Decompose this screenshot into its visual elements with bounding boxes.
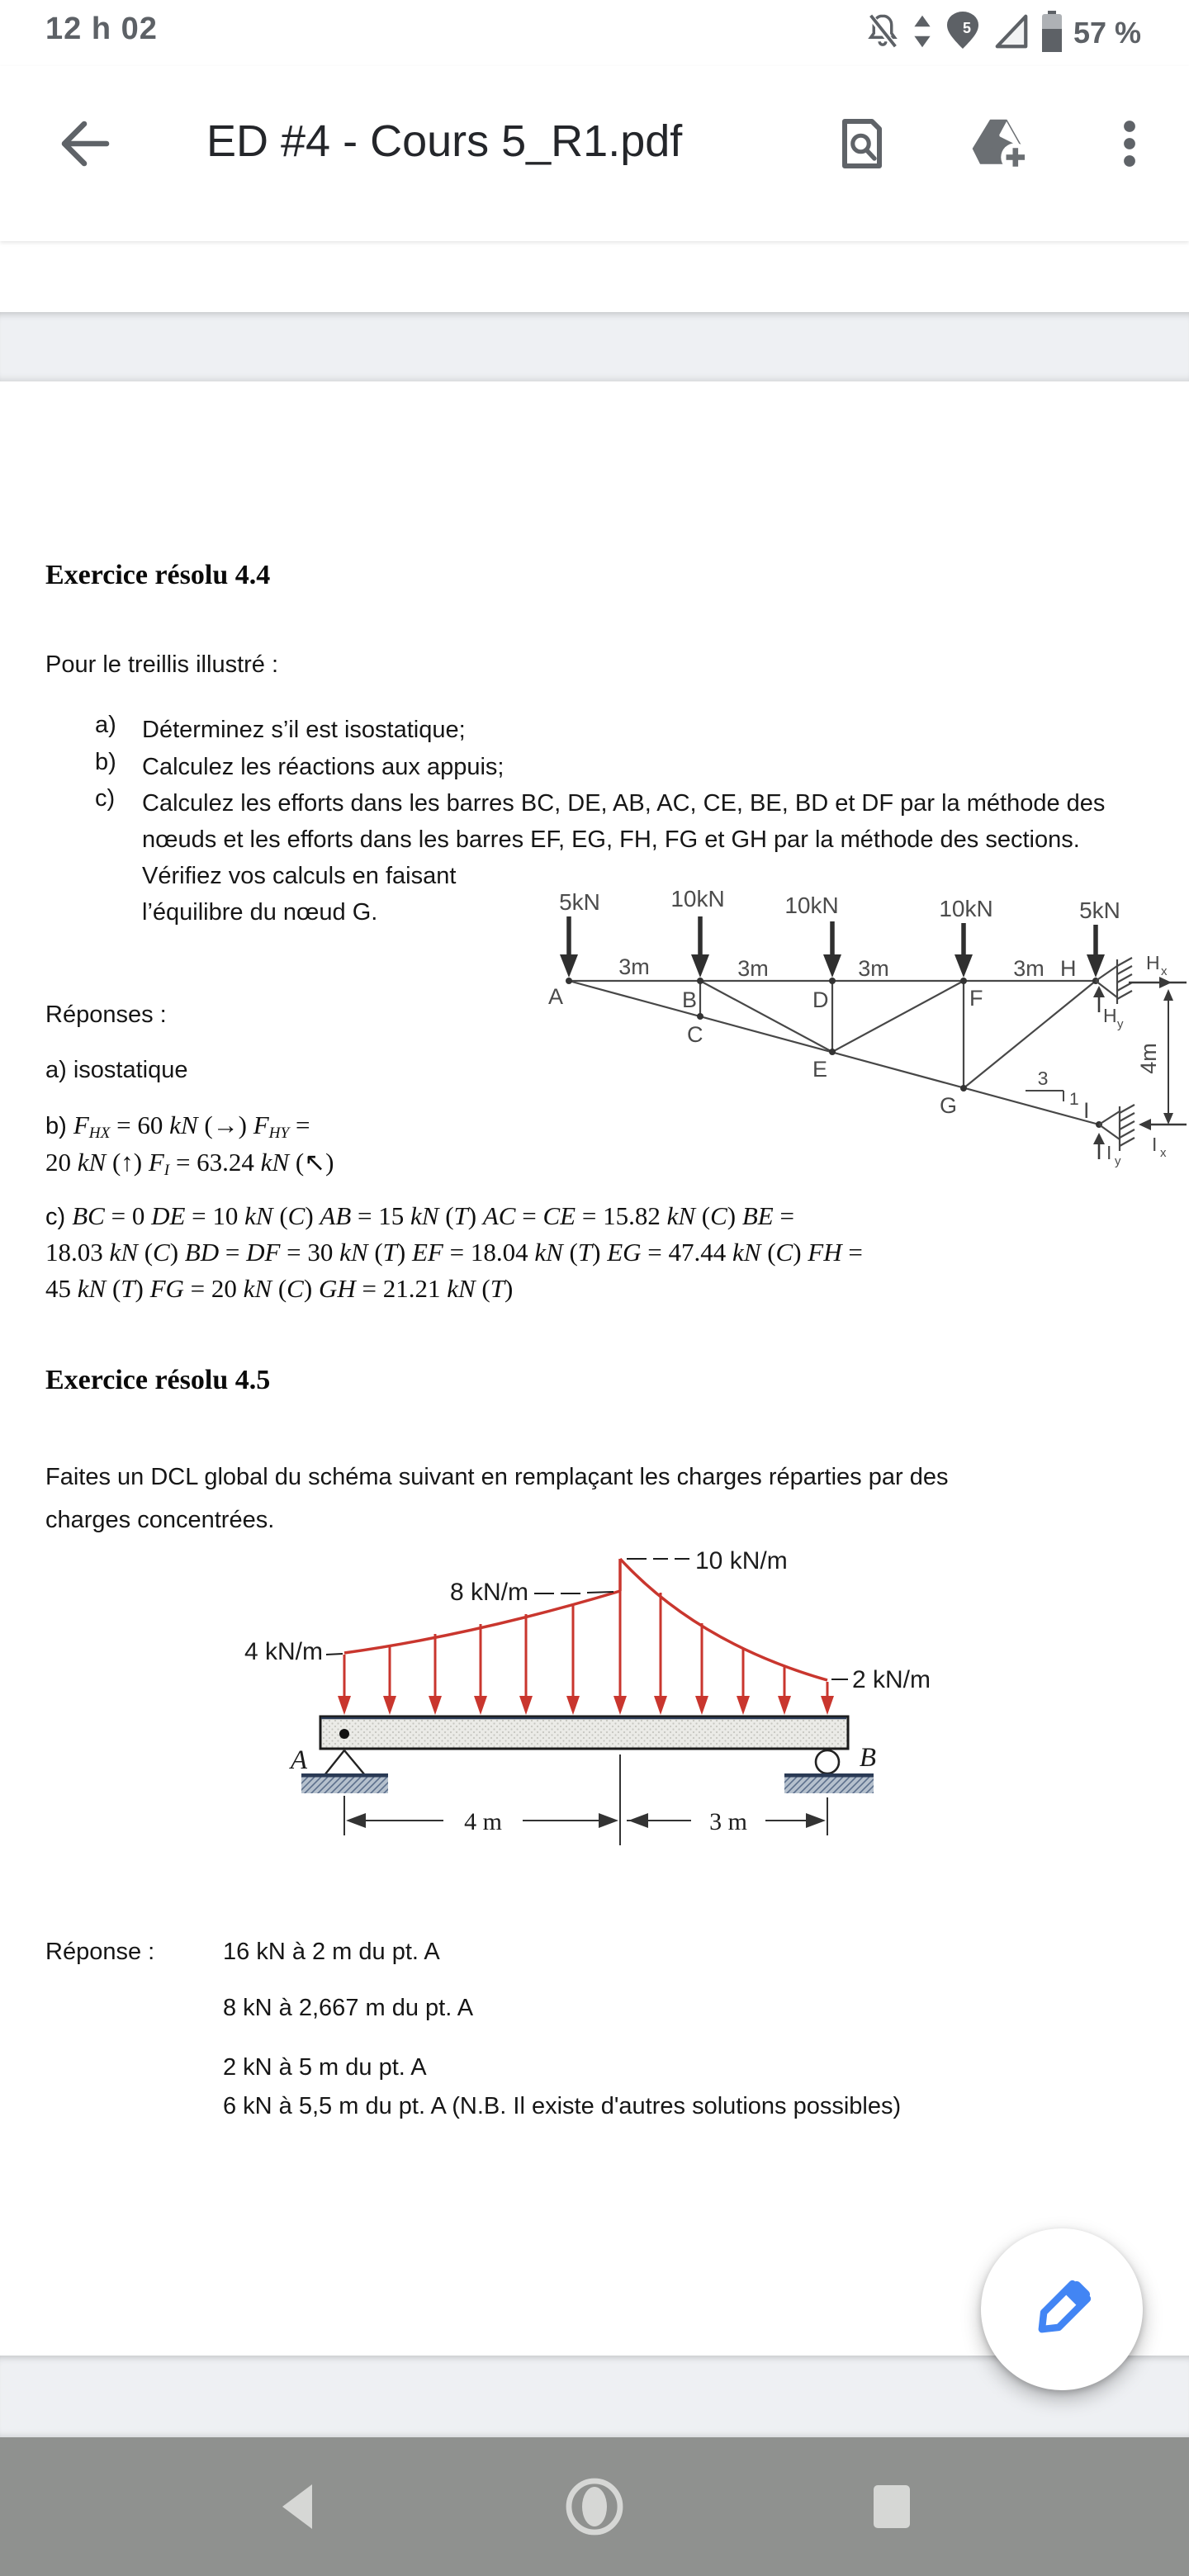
battery-icon [1040,10,1063,57]
reponse-45-line2: 8 kN à 2,667 m du pt. A [223,1995,474,2021]
nav-recents-icon [873,2484,911,2529]
answer-c-line1: c) BC = 0 DE = 10 kN (C) AB = 15 kN (T) AC = CE = 15.82 kN (C) BE = [45,1201,794,1230]
truss-figure [528,874,1189,1204]
beam-dim-left: 4 m [464,1808,502,1835]
navigation-bar [0,2437,1189,2576]
truss-node-e: E [812,1057,828,1082]
truss-span-1: 3m [618,954,650,979]
exercise-44-intro: Pour le treillis illustré : [45,651,279,678]
svg-text:x: x [1160,1146,1167,1160]
beam-load-peak-label: 10 kN/m [695,1547,788,1574]
item-a-label: a) [95,712,116,738]
exercise-44-heading: Exercice résolu 4.4 [45,560,271,590]
item-b-label: b) [95,749,116,775]
truss-slope-run: 3 [1037,1068,1049,1089]
svg-text:y: y [1115,1154,1121,1168]
truss-load-5: 5kN [1079,897,1120,923]
svg-text:x: x [1161,964,1168,978]
nav-back-button[interactable] [215,2437,380,2576]
item-a-text: Déterminez s’il est isostatique; [142,717,466,743]
truss-node-g: G [940,1093,958,1118]
beam-dim-right: 3 m [709,1808,747,1835]
reponse-45-line4: 6 kN à 5,5 m du pt. A (N.B. Il existe d'autres solutions possibles) [223,2093,902,2119]
truss-load-3: 10kN [784,893,839,918]
battery-percent: 57 % [1073,16,1141,50]
beam-support-a-label: A [290,1745,308,1775]
item-c-line3: Vérifiez vos calculs en faisant [142,863,457,889]
cell-signal-empty-icon [992,11,1030,56]
find-in-page-button[interactable] [832,114,892,173]
exercise-45-intro-line2: charges concentrées. [45,1507,275,1533]
exercise-45-heading: Exercice résolu 4.5 [45,1365,271,1395]
truss-node-b: B [682,987,698,1012]
nav-back-icon [281,2484,314,2530]
truss-span-4: 3m [1013,956,1045,981]
item-c-label: c) [95,785,116,812]
truss-slope-rise: 1 [1069,1090,1079,1109]
nav-recents-button[interactable] [809,2437,974,2576]
truss-span-3: 3m [858,956,889,981]
truss-node-i: I [1083,1098,1090,1123]
exercise-45-intro-line1: Faites un DCL global du schéma suivant en remplaçant les charges réparties par des [45,1464,949,1490]
item-c-line1: Calculez les efforts dans les barres BC, DE, AB, AC, CE, BE, BD et DF par la méthode des [142,790,1106,817]
truss-node-a: A [548,984,564,1009]
beam-load-right-label: 2 kN/m [852,1666,931,1693]
data-activity-icon [912,11,933,56]
pdf-page[interactable] [0,381,1189,2356]
clock: 12 h 02 [45,12,158,46]
beam-figure [235,1534,945,1860]
answer-c-line2: 18.03 kN (C) BD = DF = 30 kN (T) EF = 18.04 kN (T) EG = 47.44 kN (C) FH = [45,1238,863,1267]
signal-badge: 5 [962,19,971,36]
beam-load-left-label: 4 kN/m [244,1638,323,1665]
beam-load-mid-label: 8 kN/m [449,1579,528,1606]
back-button[interactable] [54,114,114,173]
truss-node-c: C [687,1022,703,1047]
truss-reaction-ix: I [1152,1134,1158,1155]
answer-b-line2: 20 kN (↑) $F_I = 63.24$ kN (↖) [45,1148,334,1180]
item-c-line2: nœuds et les efforts dans les barres EF, EG, FH, FG et GH par la méthode des sections. [142,826,1080,853]
truss-span-2: 3m [737,956,769,981]
truss-load-1: 5kN [559,889,600,915]
truss-reaction-iy: I [1106,1142,1112,1163]
truss-load-4: 10kN [939,896,993,921]
nav-home-button[interactable] [512,2437,677,2576]
annotate-fab[interactable] [981,2228,1143,2390]
overflow-menu-button[interactable] [1100,114,1159,173]
add-to-drive-button[interactable] [968,114,1027,173]
truss-node-h: H [1060,956,1077,981]
network-signal-5-icon [943,11,983,56]
reponses-label: Réponses : [45,1002,167,1028]
truss-node-d: D [812,987,829,1012]
reponse-45-label: Réponse : [45,1939,155,1965]
notifications-off-icon [864,11,902,56]
truss-reaction-hx: H [1146,952,1160,973]
reponse-45-line1: 16 kN à 2 m du pt. A [223,1939,440,1965]
truss-height-label: 4m [1136,1043,1161,1074]
answer-a: a) isostatique [45,1057,188,1083]
answer-c-line3: 45 kN (T) FG = 20 kN (C) GH = 21.21 kN (T) [45,1274,514,1303]
app-bar [0,66,1189,241]
answer-b-line1: b) $F_{HX} = 60$ kN (→) $F_{HY}$ = [45,1110,310,1143]
nav-home-icon [563,2467,626,2546]
svg-text:y: y [1117,1017,1124,1031]
truss-node-f: F [969,986,983,1011]
beam-support-b-label: B [859,1743,877,1773]
page-gap [0,312,1189,381]
status-bar [0,0,1189,66]
document-title: ED #4 - Cours 5_R1.pdf [206,116,683,166]
item-c-line4: l’équilibre du nœud G. [142,899,378,926]
pencil-icon [1022,2270,1101,2349]
truss-reaction-hy: H [1103,1005,1117,1026]
reponse-45-line3: 2 kN à 5 m du pt. A [223,2054,427,2081]
item-b-text: Calculez les réactions aux appuis; [142,754,504,780]
truss-load-2: 10kN [670,886,725,912]
